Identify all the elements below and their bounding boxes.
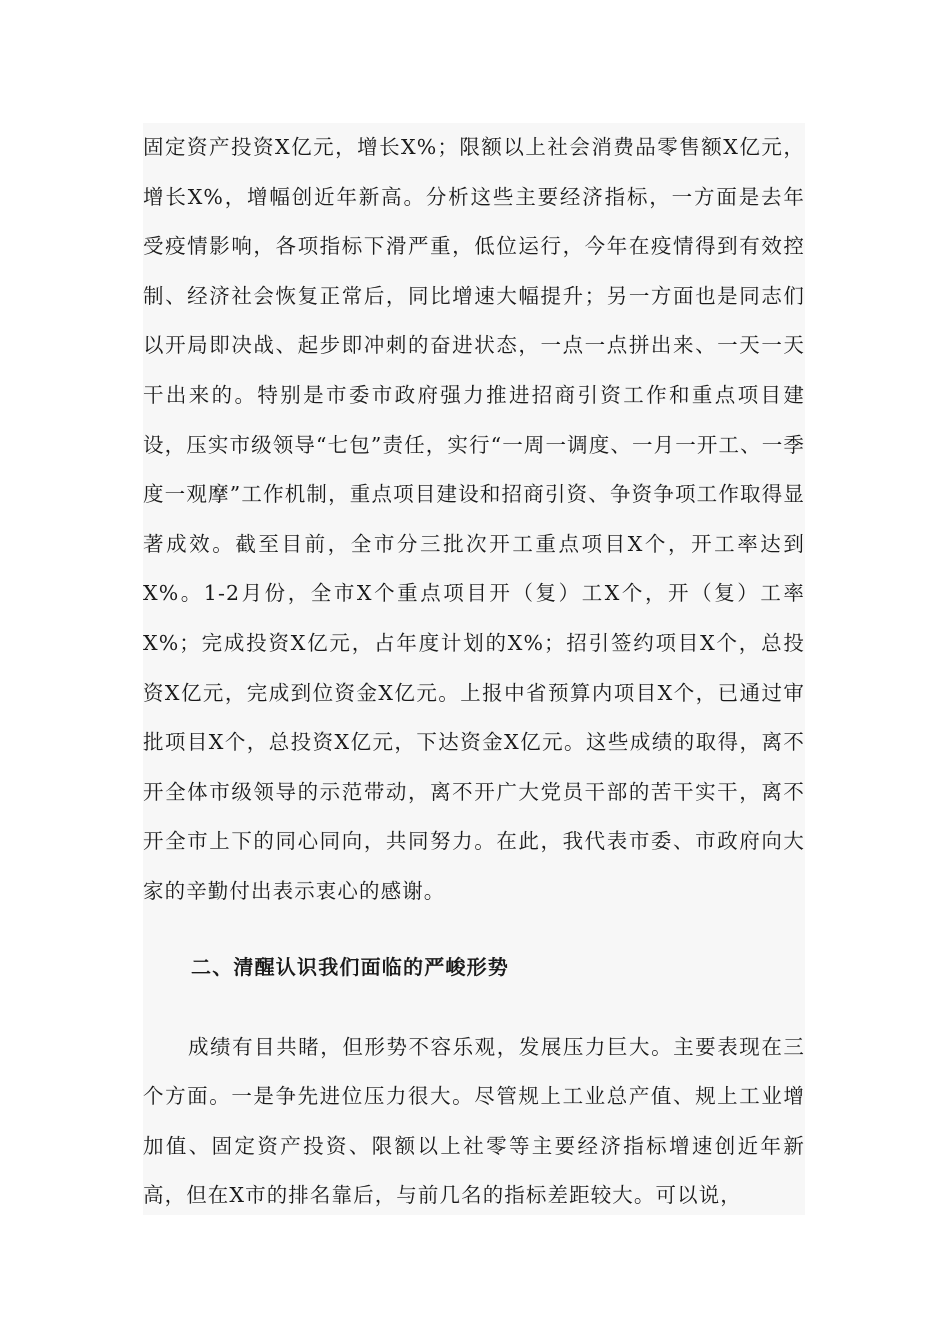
section-heading-2: 二、清醒认识我们面临的严峻形势 [191, 954, 509, 979]
body-paragraph-2: 成绩有目共睹，但形势不容乐观，发展压力巨大。主要表现在三个方面。一是争先进位压力很大。尽管规上工业总产值、规上工业增加值、固定资产投资、限额以上社零等主要经济指标增速创近年新高，但在X市的排名靠后，与前几名的指标差距较大。可以说， [143, 1034, 805, 1208]
body-paragraph-1: 固定资产投资X亿元，增长X%；限额以上社会消费品零售额X亿元，增长X%，增幅创近年新高。分析这些主要经济指标，一方面是去年受疫情影响，各项指标下滑严重，低位运行，今年在疫情得到有效控制、经济社会恢复正常后，同比增速大幅提升；另一方面也是同志们以开局即决战、起步即冲刺的奋进状态，一点一点拼出来、一天一天干出来的。特别是市委市政府强力推进招商引资工作和重点项目建设，压实市级领导“七包”责任，实行“一周一调度、一月一开工、一季度一观摩”工作机制，重点项目建设和招商引资、争资争项工作取得显著成效。截至目前，全市分三批次开工重点项目X个，开工率达到X%。1-2月份，全市X个重点项目开（复）工X个，开（复）工率X%；完成投资X亿元，占年度计划的X%；招引签约项目X个，总投资X亿元，完成到位资金X亿元。上报中省预算内项目X个，已通过审批项目X个，总投资X亿元，下达资金X亿元。这些成绩的取得，离不开全体市级领导的示范带动，离不开广大党员干部的苦干实干，离不开全市上下的同心同向，共同努力。在此，我代表市委、市政府向大家的辛勤付出表示衷心的感谢。 [143, 135, 805, 903]
document-body [143, 123, 805, 1215]
